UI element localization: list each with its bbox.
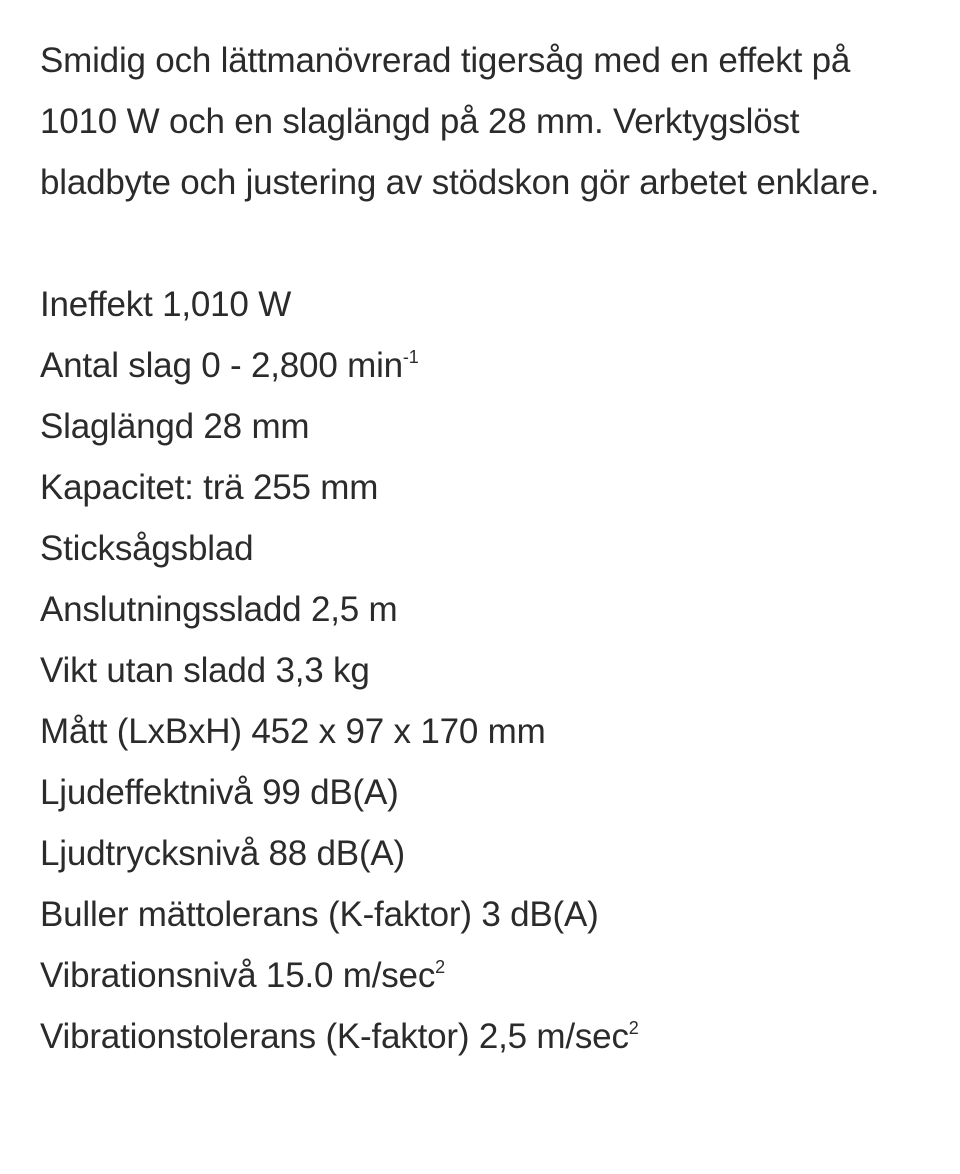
spec-text: Sticksågsblad	[40, 529, 254, 568]
spec-item-vibration-level	[40, 945, 920, 1006]
spec-text: Antal slag 0 - 2,800 min	[40, 346, 403, 385]
spec-superscript: 2	[628, 1018, 639, 1038]
spec-item-capacity	[40, 457, 920, 518]
spec-item-cord-length	[40, 579, 920, 640]
spec-text: Vibrationstolerans (K-faktor) 2,5 m/sec	[40, 1017, 629, 1056]
spec-item-input-power	[40, 274, 920, 335]
spec-superscript: -1	[402, 347, 419, 367]
spec-item-vibration-tolerance	[40, 1006, 920, 1067]
spec-text: Vibrationsnivå 15.0 m/sec	[40, 956, 436, 995]
spec-item-sound-pressure	[40, 823, 920, 884]
spec-item-stroke-length	[40, 396, 920, 457]
product-description: Smidig och lättmanövrerad tigersåg med en effekt på 1010 W och en slaglängd på 28 mm. Verktygslöst bladbyte och justering av stödskon gör arbetet enklare.	[40, 41, 880, 202]
spec-item-stroke-rate	[40, 335, 920, 396]
spec-item-noise-tolerance	[40, 884, 920, 945]
spec-item-sound-power	[40, 762, 920, 823]
spec-text: Ljudeffektnivå 99 dB(A)	[40, 773, 399, 812]
spec-item-dimensions	[40, 701, 920, 762]
spec-text: Slaglängd 28 mm	[40, 407, 310, 446]
spacer	[40, 213, 920, 274]
spec-text: Buller mättolerans (K-faktor) 3 dB(A)	[40, 895, 599, 934]
spec-list	[40, 274, 920, 1067]
spec-superscript: 2	[435, 957, 445, 977]
spec-text: Anslutningssladd 2,5 m	[40, 590, 398, 629]
spec-text: Ineffekt 1,010 W	[40, 285, 292, 324]
spec-text: Vikt utan sladd 3,3 kg	[40, 651, 370, 690]
spec-text: Mått (LxBxH) 452 x 97 x 170 mm	[40, 712, 546, 751]
spec-text: Ljudtrycksnivå 88 dB(A)	[40, 834, 406, 873]
spec-text: Kapacitet: trä 255 mm	[40, 468, 379, 507]
spec-item-weight	[40, 640, 920, 701]
spec-item-blade	[40, 518, 920, 579]
